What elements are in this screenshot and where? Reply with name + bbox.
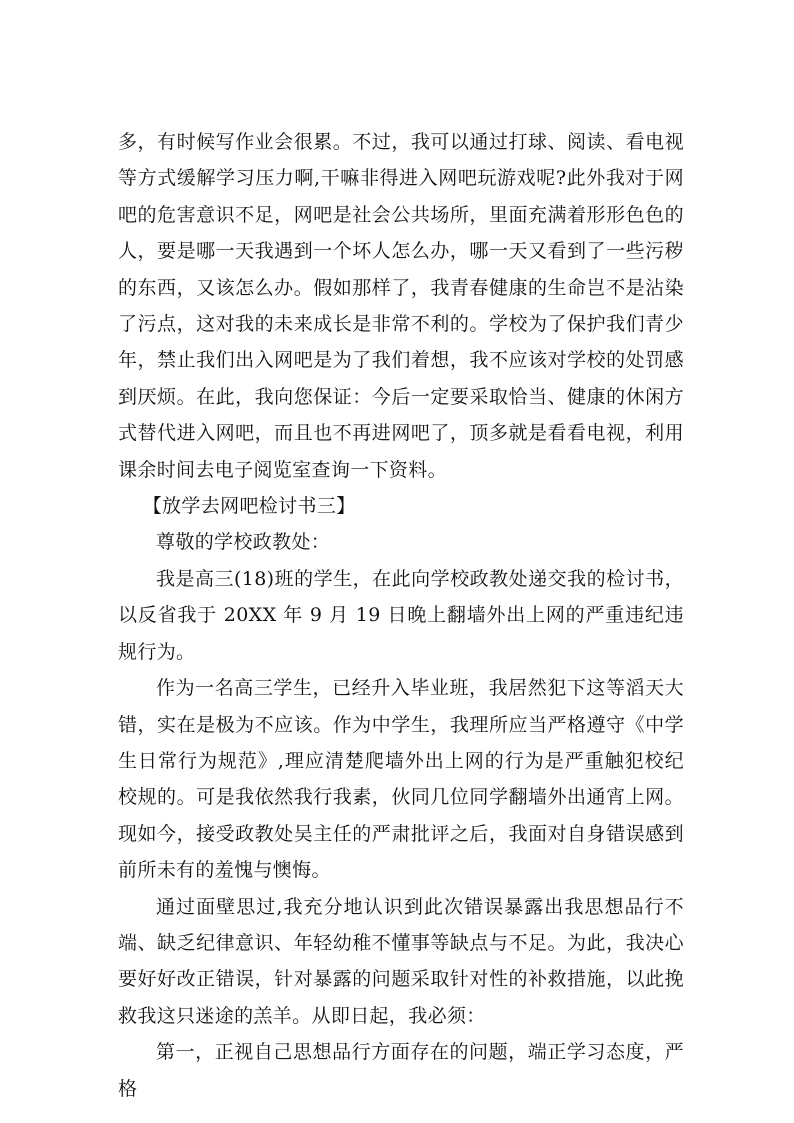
paragraph-continuation: 多，有时候写作业会很累。不过，我可以通过打球、阅读、看电视等方式缓解学习压力啊,干嘛非得进入网吧玩游戏呢?此外我对于网吧的危害意识不足，网吧是社会公共场所，里面充满着形形色色的人，要是哪一天我遇到一个坏人怎么办，哪一天又看到了一些污秽的东西，又该怎么办。假如那样了，我青春健康的生命岂不是沾染了污点，这对我的未来成长是非常不利的。学校为了保护我们青少年，禁止我们出入网吧是为了我们着想，我不应该对学校的处罚感到厌烦。在此，我向您保证：今后一定要采取恰当、健康的休闲方式替代进入网吧，而且也不再进网吧了，顶多就是看看电视，利用课余时间去电子阅览室查询一下资料。 xyxy=(118,131,684,481)
paragraph-introduction: 我是高三(18)班的学生，在此向学校政教处递交我的检讨书，以反省我于 20XX 年 9 月 19 日晚上翻墙外出上网的严重违纪违规行为。 xyxy=(118,567,684,663)
salutation: 尊敬的学校政教处： xyxy=(156,531,331,554)
section-heading: 【放学去网吧检讨书三】 xyxy=(142,495,356,518)
paragraph-resolution: 通过面壁思过,我充分地认识到此次错误暴露出我思想品行不端、缺乏纪律意识、年轻幼稚不懂事等缺点与不足。为此，我决心要好好改正错误，针对暴露的问题采取针对性的补救措施，以此挽救我这只迷途的羔羊。从即日起，我必须： xyxy=(118,895,684,1027)
document-page xyxy=(118,124,684,1107)
paragraph-first-point: 第一，正视自己思想品行方面存在的问题，端正学习态度，严格 xyxy=(118,1041,684,1100)
paragraph-reflection: 作为一名高三学生，已经升入毕业班，我居然犯下这等滔天大错，实在是极为不应该。作为中学生，我理所应当严格遵守《中学生日常行为规范》,理应清楚爬墙外出上网的行为是严重触犯校纪校规的。可是我依然我行我素，伙同几位同学翻墙外出通宵上网。现如今，接受政教处吴主任的严肃批评之后，我面对自身错误感到前所未有的羞愧与懊悔。 xyxy=(118,677,684,882)
